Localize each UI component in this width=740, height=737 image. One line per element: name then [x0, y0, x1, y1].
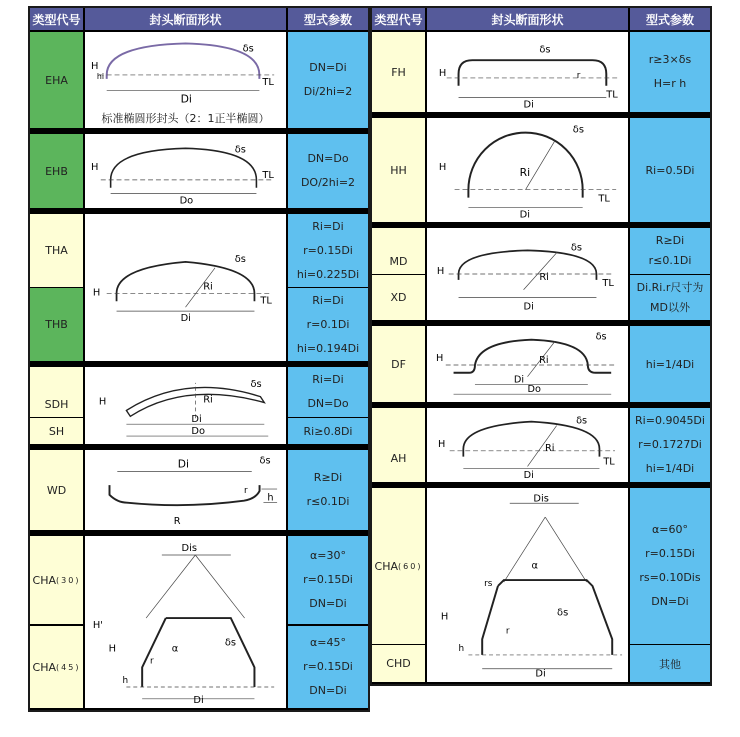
svg-text:Di: Di — [180, 92, 192, 106]
eha-params — [288, 32, 368, 128]
hh-param-1: Ri=0.5Di — [630, 118, 710, 222]
svg-text:TL: TL — [602, 277, 614, 289]
sdh-code: SDH — [30, 367, 83, 417]
svg-text:δs: δs — [570, 242, 582, 254]
svg-text:Do: Do — [527, 384, 541, 396]
df-figure — [427, 326, 628, 402]
md-code: MD — [372, 228, 425, 274]
sh-code: SH — [30, 418, 83, 444]
svg-text:δs: δs — [234, 253, 246, 265]
ehb-figure — [85, 134, 286, 208]
thb-param-2: r=0.1Di — [306, 317, 350, 331]
svg-text:Di: Di — [523, 470, 534, 480]
left-header-shape: 封头断面形状 — [85, 8, 286, 30]
ehb-diagram — [87, 136, 284, 206]
svg-text:H: H — [98, 396, 107, 408]
svg-text:Di: Di — [523, 301, 534, 313]
cha60-param-2: r=0.15Di — [645, 547, 695, 560]
svg-text:δs: δs — [250, 378, 262, 390]
cha45-angle: (45) — [56, 662, 81, 672]
df-code: DF — [372, 326, 425, 402]
svg-text:Dis: Dis — [533, 493, 549, 505]
svg-text:TL: TL — [260, 295, 272, 307]
eha-caption: 标准椭圆形封头（2：1正半椭圆） — [101, 112, 270, 125]
svg-text:δs: δs — [539, 44, 551, 56]
cha30-angle: (30) — [56, 575, 81, 585]
eha-param-1: DN=Di — [309, 61, 347, 74]
svg-text:hi: hi — [96, 71, 105, 81]
fh-diagram — [429, 34, 626, 110]
wd-param-1: R≥Di — [313, 471, 343, 484]
cha60-diagram — [429, 490, 626, 680]
svg-text:α: α — [531, 560, 538, 572]
svg-text:δs: δs — [572, 124, 584, 136]
svg-text:δs: δs — [557, 607, 569, 619]
thb-param-3: hi=0.194Di — [296, 341, 360, 355]
hh-code: HH — [372, 118, 425, 222]
svg-text:H: H — [438, 438, 446, 450]
fh-code: FH — [372, 32, 425, 112]
fh-figure — [427, 32, 628, 112]
ehb-code: EHB — [30, 134, 83, 208]
svg-text:rs: rs — [484, 578, 493, 589]
svg-text:Do: Do — [191, 426, 206, 438]
svg-text:r: r — [243, 485, 248, 496]
tha-param-3: hi=0.225Di — [296, 267, 360, 281]
hh-figure — [427, 118, 628, 222]
cha60-param-1: α=60° — [652, 523, 688, 536]
svg-text:R: R — [173, 516, 181, 528]
cha30-param-3: DN=Di — [309, 597, 347, 610]
svg-text:Ri: Ri — [203, 281, 213, 293]
cha-left-figure — [85, 536, 286, 708]
ah-code: AH — [372, 408, 425, 482]
thb-param-1: Ri=Di — [312, 293, 344, 307]
cha30-param-1: α=30° — [310, 549, 346, 562]
svg-text:TL: TL — [262, 169, 274, 181]
tha-code: THA — [30, 214, 83, 287]
svg-text:Ri: Ri — [519, 165, 531, 179]
ah-param-3: hi=1/4Di — [645, 462, 695, 475]
ah-diagram — [429, 410, 626, 480]
md-param-1: R≥Di — [655, 234, 685, 247]
svg-text:r: r — [505, 626, 510, 637]
cha30-code — [30, 536, 83, 624]
cha45-param-2: r=0.15Di — [303, 660, 353, 673]
svg-text:δs: δs — [576, 415, 588, 427]
xd-code: XD — [372, 275, 425, 320]
thb-code: THB — [30, 288, 83, 361]
fh-param-2: H=r h — [653, 77, 687, 90]
ah-param-2: r=0.1727Di — [638, 438, 702, 451]
svg-text:H: H — [436, 353, 444, 365]
svg-text:δs: δs — [595, 331, 607, 343]
svg-text:TL: TL — [606, 89, 618, 101]
sdh-param-1: Ri=Di — [312, 373, 344, 386]
cha60-params — [630, 488, 710, 644]
svg-text:H: H — [92, 287, 101, 299]
eha-diagram — [87, 34, 284, 110]
sh-param-1: Ri≥0.8Di — [288, 418, 368, 444]
ehb-params — [288, 134, 368, 208]
svg-text:h: h — [122, 676, 129, 687]
wd-params — [288, 450, 368, 530]
sdh-param-2: DN=Do — [307, 397, 349, 410]
svg-text:H': H' — [92, 619, 104, 631]
right-header-shape: 封头断面形状 — [427, 8, 628, 30]
sdh-params — [288, 367, 368, 417]
svg-text:TL: TL — [603, 456, 615, 468]
md-xd-figure — [427, 228, 628, 320]
right-header-params: 型式参数 — [630, 8, 710, 30]
cha45-code-text: CHA — [32, 660, 57, 674]
svg-text:δs: δs — [234, 144, 246, 156]
xd-param-2: MD以外 — [650, 300, 690, 314]
svg-text:Do: Do — [179, 195, 194, 206]
svg-text:δs: δs — [224, 637, 237, 649]
wd-code: WD — [30, 450, 83, 530]
svg-text:Ri: Ri — [203, 394, 213, 406]
cha60-param-4: DN=Di — [651, 595, 689, 608]
left-header-params: 型式参数 — [288, 8, 368, 30]
ah-figure — [427, 408, 628, 482]
ah-param-1: Ri=0.9045Di — [635, 414, 705, 427]
wd-param-2: r≤0.1Di — [306, 495, 350, 508]
svg-text:Ri: Ri — [539, 271, 549, 283]
cha-left-diagram — [87, 538, 284, 706]
svg-text:Di: Di — [523, 99, 534, 110]
svg-text:H: H — [90, 61, 99, 73]
svg-text:Dis: Dis — [181, 543, 198, 555]
ah-params — [630, 408, 710, 482]
tha-param-2: r=0.15Di — [303, 243, 353, 257]
svg-text:Di: Di — [535, 668, 546, 680]
svg-text:Ri: Ri — [545, 442, 555, 454]
cha45-param-1: α=45° — [310, 636, 346, 649]
eha-code: EHA — [30, 32, 83, 128]
hh-diagram — [429, 120, 626, 220]
svg-text:TL: TL — [262, 76, 274, 88]
tha-params — [288, 214, 368, 287]
cha45-params — [288, 626, 368, 708]
md-xd-diagram — [429, 230, 626, 318]
cha60-angle: (60) — [398, 561, 423, 571]
svg-text:h: h — [458, 643, 465, 654]
cha45-param-3: DN=Di — [309, 684, 347, 697]
cha30-code-text: CHA — [32, 573, 57, 587]
eha-param-2: Di/2hi=2 — [303, 85, 353, 98]
svg-text:Di: Di — [177, 457, 189, 471]
ehb-param-1: DN=Do — [307, 152, 349, 165]
svg-text:H: H — [436, 266, 445, 277]
df-diagram — [429, 328, 626, 400]
svg-text:Di: Di — [191, 414, 202, 426]
svg-text:H: H — [108, 643, 117, 655]
xd-param-1: Di.Ri.r尺寸为 — [636, 280, 704, 294]
right-header-type: 类型代号 — [372, 8, 425, 30]
tha-thb-figure — [85, 214, 286, 361]
tha-param-1: Ri=Di — [312, 219, 344, 233]
cha30-param-2: r=0.15Di — [303, 573, 353, 586]
svg-text:Di: Di — [519, 209, 530, 220]
svg-text:α: α — [171, 643, 179, 655]
svg-text:r: r — [576, 70, 581, 81]
xd-params — [630, 275, 710, 320]
svg-text:r: r — [150, 656, 154, 667]
wd-diagram — [87, 452, 284, 528]
svg-text:H: H — [440, 611, 449, 623]
chd-code: CHD — [372, 645, 425, 682]
wd-figure — [85, 450, 286, 530]
fh-params — [630, 32, 710, 112]
svg-text:h: h — [267, 492, 274, 504]
svg-text:Di: Di — [513, 374, 525, 386]
svg-text:δs: δs — [242, 43, 254, 55]
cha60-code-text: CHA — [374, 559, 399, 573]
eha-figure — [85, 32, 286, 128]
md-param-2: r≤0.1Di — [648, 254, 692, 267]
left-header-type: 类型代号 — [30, 8, 83, 30]
cha60-param-3: rs=0.10Dis — [639, 571, 701, 584]
df-param-1: hi=1/4Di — [630, 326, 710, 402]
svg-text:H: H — [90, 162, 99, 174]
svg-text:δs: δs — [259, 455, 271, 467]
ehb-param-2: DO/2hi=2 — [300, 176, 356, 189]
cha30-params — [288, 536, 368, 624]
tha-thb-diagram — [87, 216, 284, 359]
left-table — [28, 6, 370, 712]
md-params — [630, 228, 710, 274]
fh-param-1: r≥3×δs — [648, 53, 692, 66]
svg-text:H: H — [438, 67, 447, 79]
svg-text:Ri: Ri — [539, 355, 549, 367]
svg-text:TL: TL — [598, 193, 610, 205]
sdh-sh-figure — [85, 367, 286, 444]
cha60-figure — [427, 488, 628, 682]
cha60-code — [372, 488, 425, 644]
sdh-sh-diagram — [87, 369, 284, 442]
svg-text:Di: Di — [193, 694, 204, 706]
cha45-code — [30, 626, 83, 708]
svg-text:H: H — [438, 162, 447, 173]
thb-params — [288, 288, 368, 361]
chd-param-1: 其他 — [630, 645, 710, 682]
right-table — [370, 6, 712, 686]
svg-text:Di: Di — [180, 312, 191, 324]
